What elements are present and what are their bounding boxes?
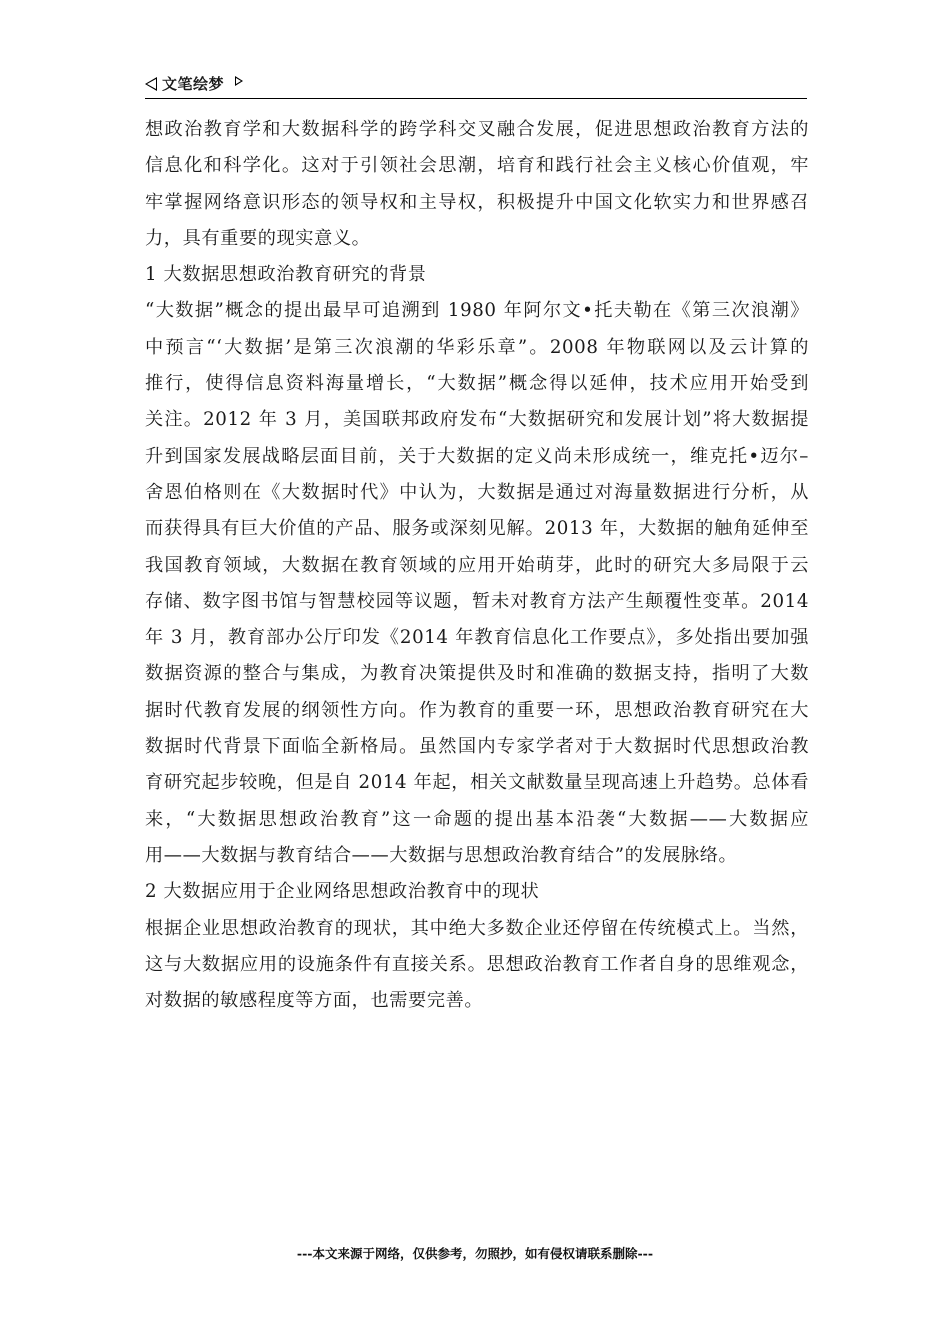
text-line: 中预言“‘大数据’是第三次浪潮的华彩乐章”。2008 年物联网以及云计算的 <box>145 336 809 358</box>
text-line: 想政治教育学和大数据科学的跨学科交叉融合发展，促进思想政治教育方法的 <box>145 119 809 140</box>
text-line: 升到国家发展战略层面目前，关于大数据的定义尚未形成统一，维克托•迈尔– <box>145 445 809 467</box>
text-line: “大数据”概念的提出最早可追溯到 1980 年阿尔文•托夫勒在《第三次浪潮》 <box>145 300 809 322</box>
text-line: 根据企业思想政治教育的现状，其中绝大多数企业还停留在传统模式上。当然， <box>145 917 809 939</box>
text-line: 存储、数字图书馆与智慧校园等议题，暂未对教育方法产生颠覆性变革。2014 <box>145 590 809 612</box>
text-line: 我国教育领域，大数据在教育领域的应用开始萌芽，此时的研究大多局限于云 <box>145 554 809 576</box>
text-line: 2 大数据应用于企业网络思想政治教育中的现状 <box>145 881 540 903</box>
text-line: 对数据的敏感程度等方面，也需要完善。 <box>145 990 484 1012</box>
text-line: 信息化和科学化。这对于引领社会思潮，培育和践行社会主义核心价值观，牢 <box>145 155 809 177</box>
text-line: 舍恩伯格则在《大数据时代》中认为，大数据是通过对海量数据进行分析，从 <box>145 481 809 503</box>
text-line: 这与大数据应用的设施条件有直接关系。思想政治教育工作者自身的思维观念， <box>145 953 809 975</box>
page-header <box>145 72 807 99</box>
text-line: 1 大数据思想政治教育研究的背景 <box>145 264 427 286</box>
text-line: 据时代教育发展的纲领性方向。作为教育的重要一环，思想政治教育研究在大 <box>145 699 809 721</box>
text-line: 来，“大数据思想政治教育”这一命题的提出基本沿袭“大数据——大数据应 <box>145 808 809 830</box>
triangle-left-icon <box>145 77 157 91</box>
footer-disclaimer: ---本文来源于网络，仅供参考，勿照抄，如有侵权请联系删除--- <box>296 1246 654 1261</box>
text-line: 而获得具有巨大价值的产品、服务或深刻见解。2013 年，大数据的触角延伸至 <box>145 518 809 540</box>
brand-name: 文笔绘梦 <box>162 75 225 93</box>
text-line: 数据时代背景下面临全新格局。虽然国内专家学者对于大数据时代思想政治教 <box>145 736 809 758</box>
text-line: 关注。2012 年 3 月，美国联邦政府发布“大数据研究和发展计划”将大数据提 <box>145 409 809 431</box>
text-line: 年 3 月，教育部办公厅印发《2014 年教育信息化工作要点》，多处指出要加强 <box>145 627 809 649</box>
triangle-right-icon <box>235 76 243 86</box>
text-line: 育研究起步较晚，但是自 2014 年起，相关文献数量呈现高速上升趋势。总体看 <box>145 772 809 794</box>
document-body <box>145 112 809 1019</box>
text-line: 力，具有重要的现实意义。 <box>145 227 371 249</box>
text-line: 用——大数据与教育结合——大数据与思想政治教育结合”的发展脉络。 <box>145 844 738 866</box>
text-line: 牢掌握网络意识形态的领导权和主导权，积极提升中国文化软实力和世界感召 <box>145 191 809 213</box>
text-line: 数据资源的整合与集成，为教育决策提供及时和准确的数据支持，指明了大数 <box>145 663 809 685</box>
text-line: 推行，使得信息资料海量增长，“大数据”概念得以延伸，技术应用开始受到 <box>145 373 809 395</box>
